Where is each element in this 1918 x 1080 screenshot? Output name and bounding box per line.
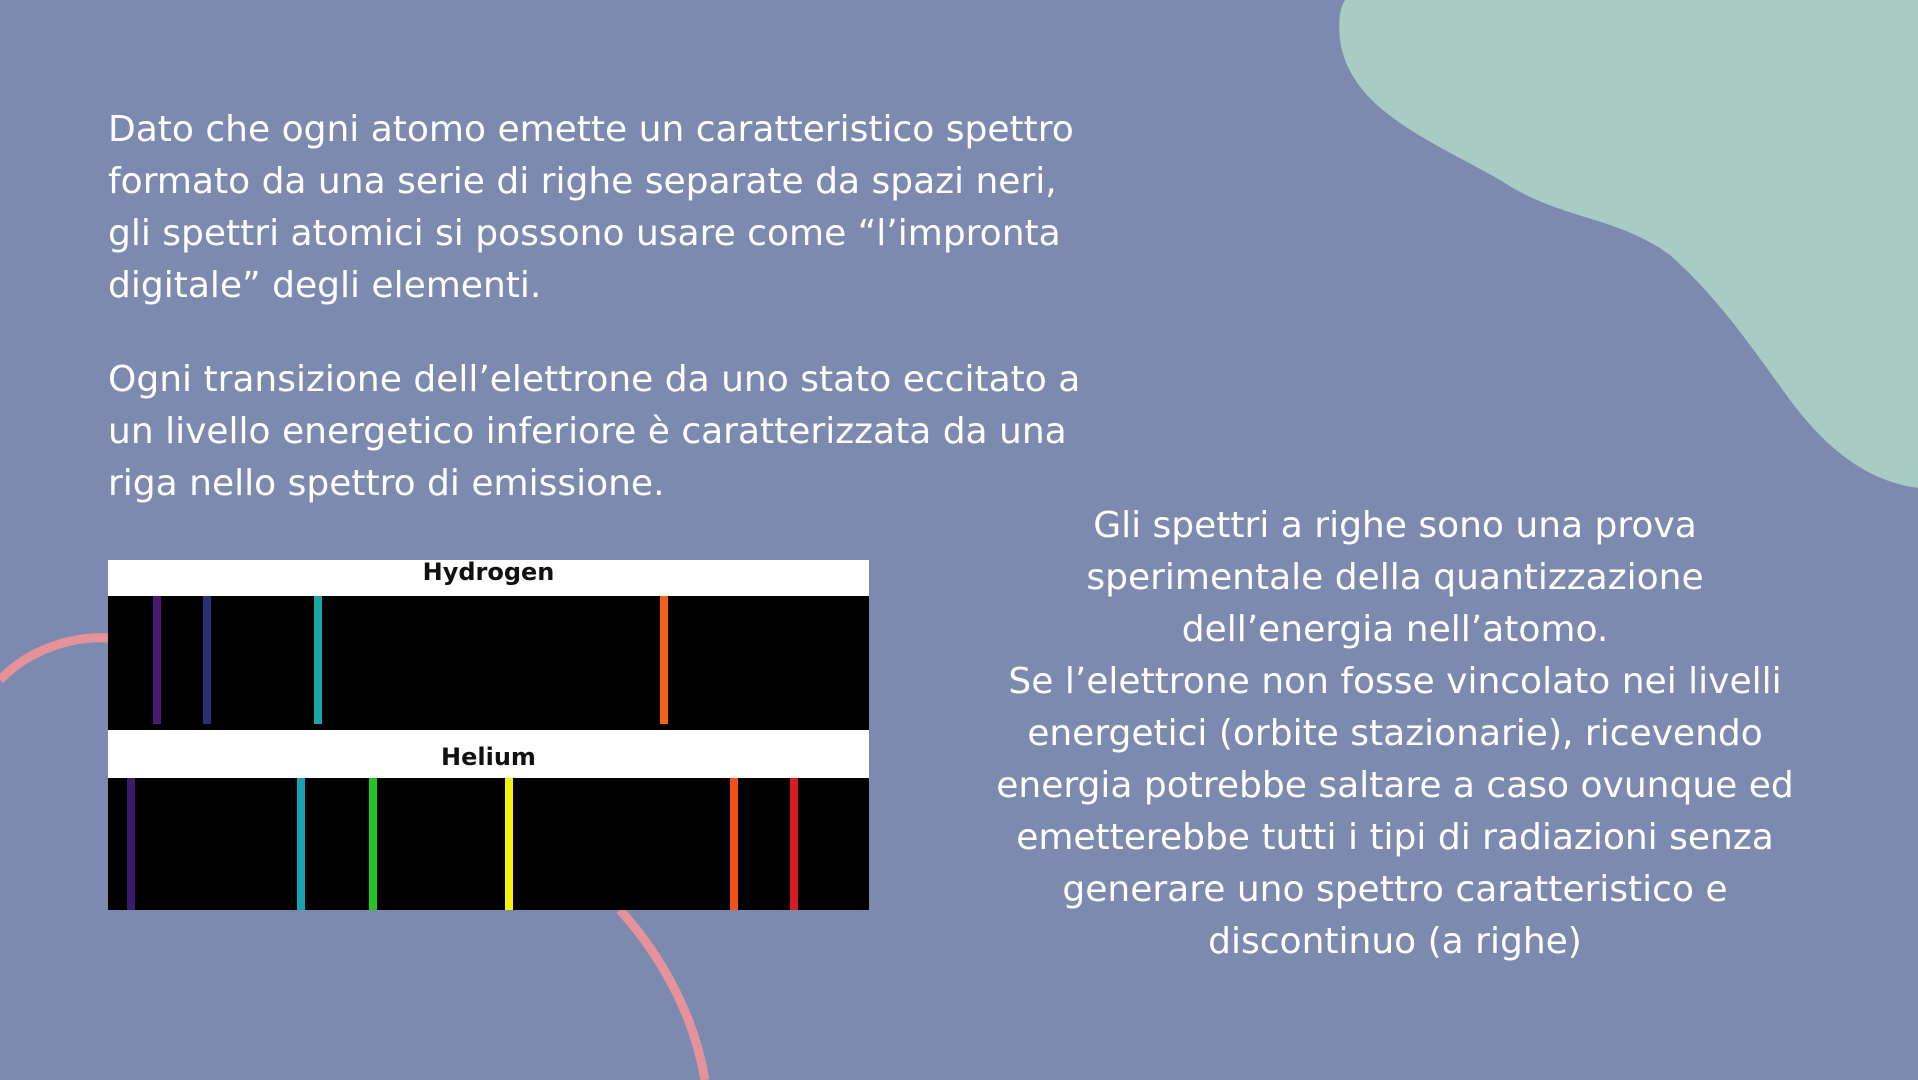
hydrogen-spectrum	[108, 596, 869, 724]
hydrogen-spectral-line-2	[203, 596, 211, 724]
hydrogen-spectral-line-1	[153, 596, 161, 724]
helium-label: Helium	[108, 730, 869, 778]
helium-spectral-line-3	[369, 778, 377, 910]
hydrogen-label: Hydrogen	[108, 560, 869, 596]
helium-spectral-line-4	[505, 778, 513, 910]
helium-spectrum	[108, 778, 869, 910]
paragraph-transition: Ogni transizione dell’elettrone da uno stato eccitato a un livello energetico inferiore è caratterizzata da una riga nello spettro di emissione.	[108, 359, 1081, 504]
paragraph-quantization: Gli spettri a righe sono una prova sperimentale della quantizzazione dell’energia nell’atomo. Se l’elettrone non fosse vincolato nei livelli energetici (orbite stazionarie), ricevendo energia potrebbe saltare a caso ovunque ed emetterebbe tutti i tipi di radiazioni senza generare uno spettro caratteristico e discontinuo (a righe)	[996, 505, 1794, 962]
paragraph-fingerprint: Dato che ogni atomo emette un caratteristico spettro formato da una serie di righe separate da spazi neri, gli spettri atomici si possono usare come “l’impronta digitale” degli elementi.	[108, 109, 1074, 306]
hydrogen-spectral-line-3	[314, 596, 322, 724]
helium-spectral-line-6	[790, 778, 798, 910]
emission-spectra-figure	[108, 560, 869, 910]
hydrogen-spectral-line-4	[660, 596, 668, 724]
helium-spectral-line-2	[297, 778, 305, 910]
helium-spectral-line-5	[730, 778, 738, 910]
helium-spectral-line-1	[127, 778, 135, 910]
